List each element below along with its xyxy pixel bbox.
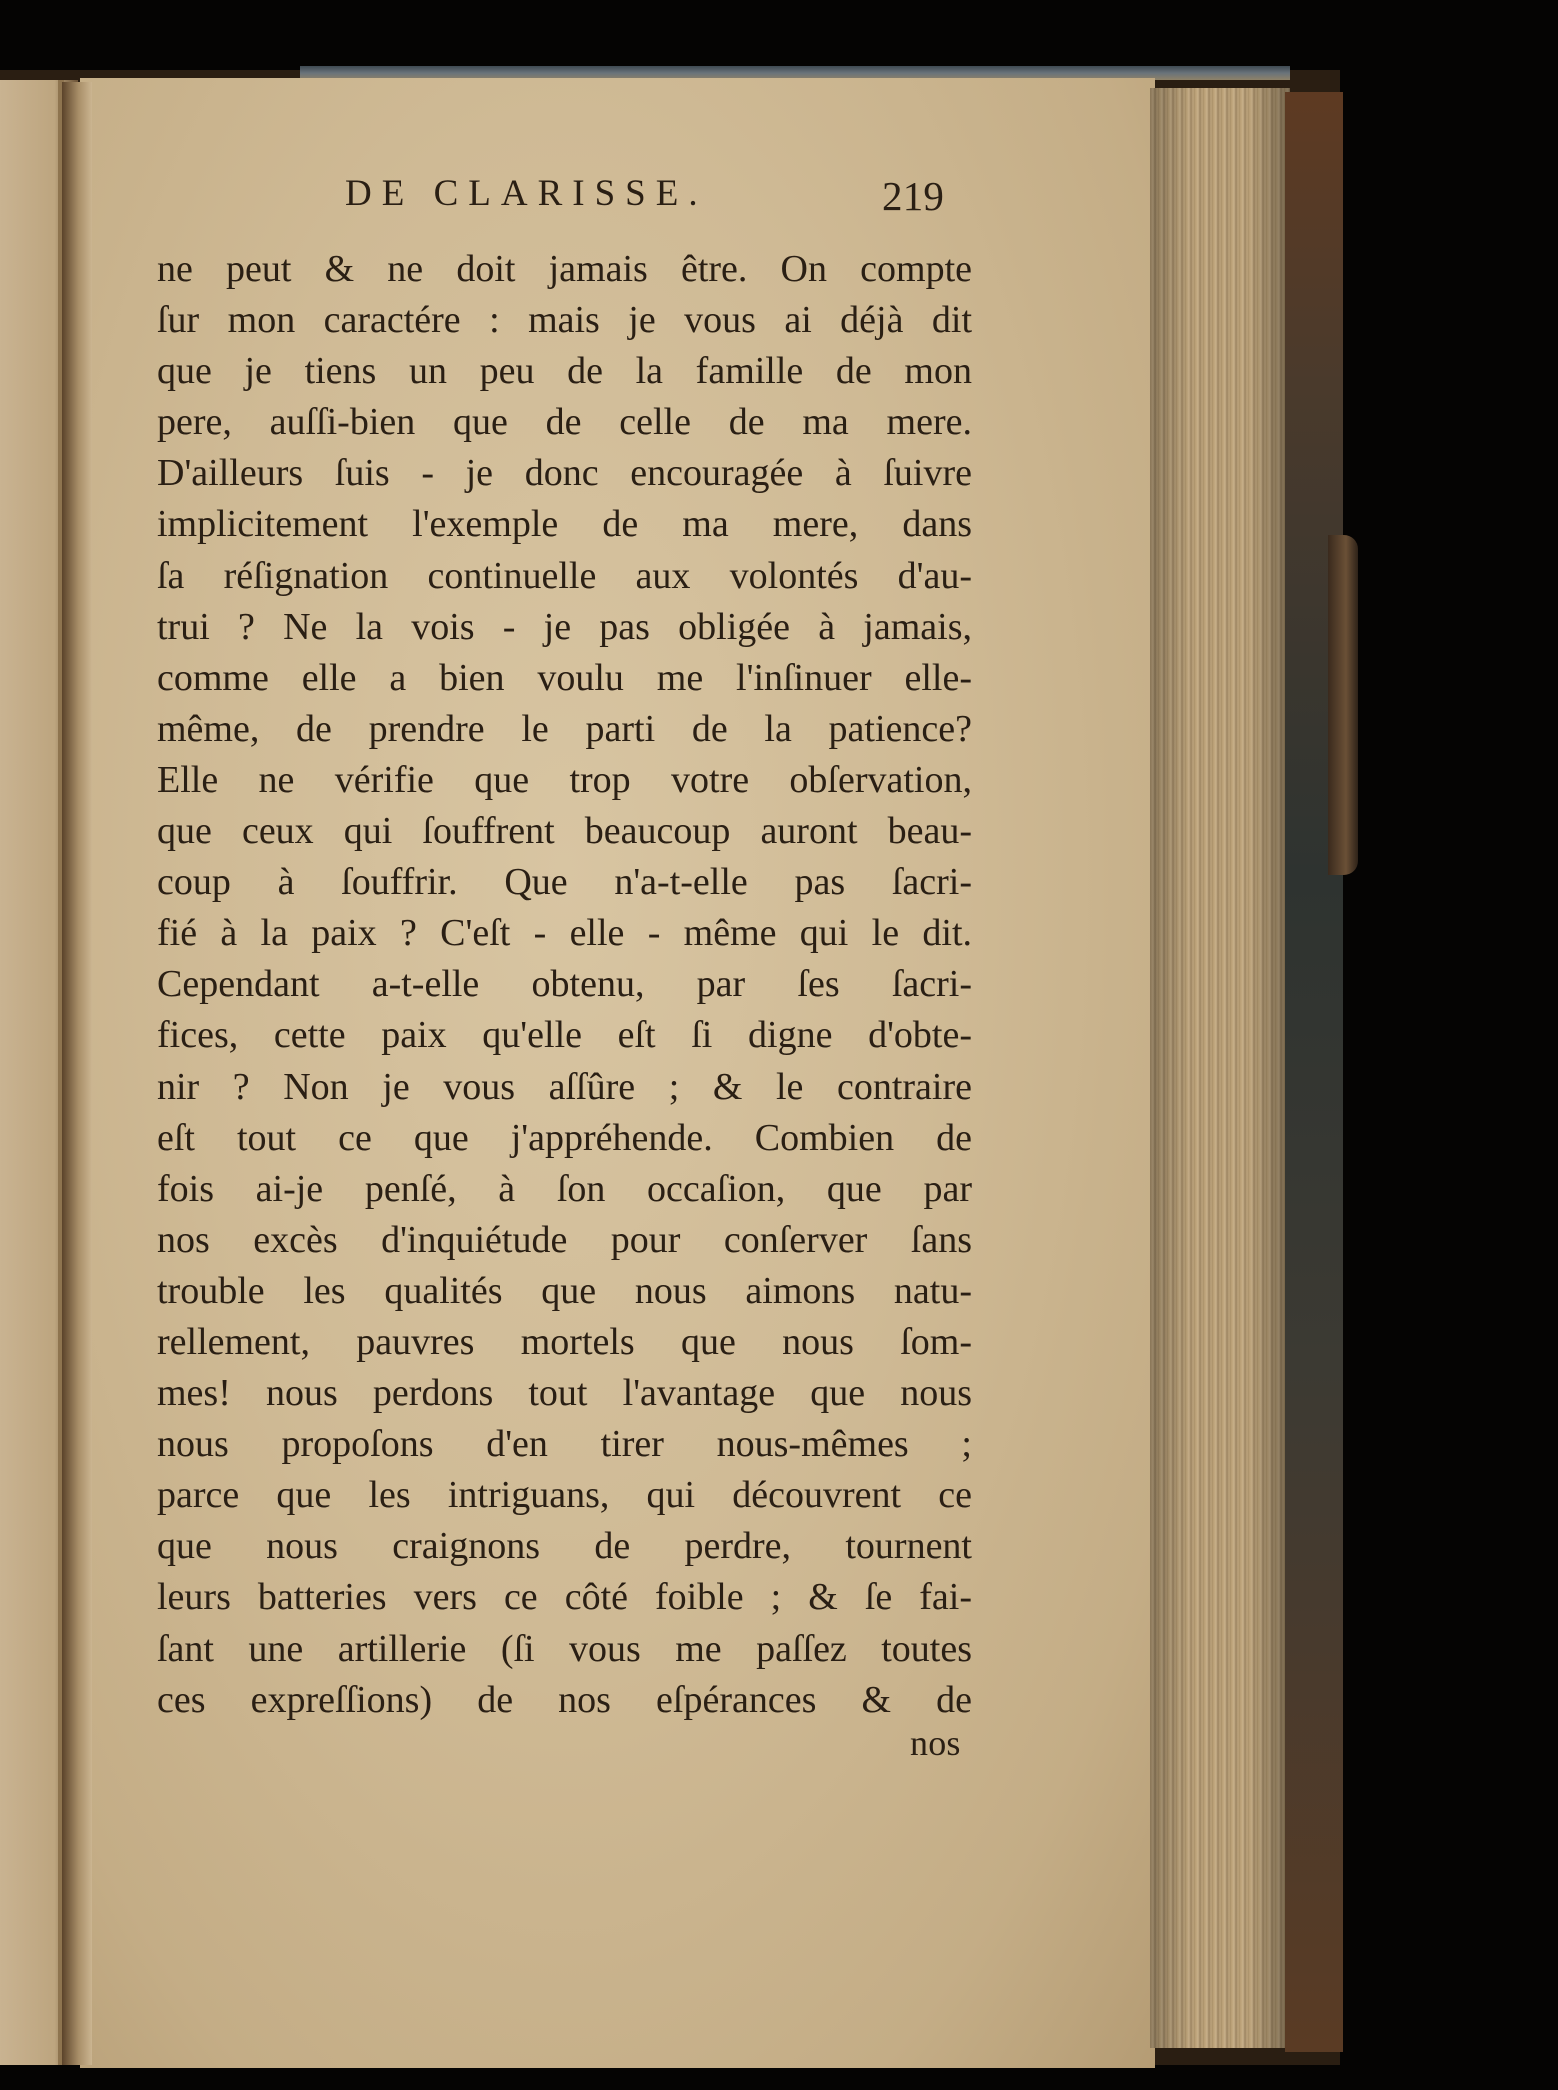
text-line: parce que les intriguans, qui découvrent ce (157, 1474, 972, 1517)
text-line: nous propoſons d'en tirer nous-mêmes ; (157, 1423, 972, 1466)
text-line: nos excès d'inquiétude pour conſerver ſans (157, 1218, 972, 1261)
text-line: trui ? Ne la vois - je pas obligée à jamais, (157, 605, 972, 648)
text-line: Cependant a-t-elle obtenu, par ſes ſacri- (157, 963, 972, 1006)
catchword: nos (910, 1723, 961, 1763)
text-line: nir ? Non je vous aſſûre ; & le contraire (157, 1065, 972, 1108)
text-line: leurs batteries vers ce côté foible ; & ſe fai- (157, 1576, 972, 1619)
page-number: 219 (882, 173, 945, 219)
text-line: trouble les qualités que nous aimons natu- (157, 1269, 972, 1312)
text-line: ne peut & ne doit jamais être. On compte (157, 248, 972, 290)
binding-clasp (1328, 535, 1358, 875)
text-line: ſa réſignation continuelle aux volontés d'au- (157, 554, 972, 597)
text-line: mes! nous perdons tout l'avantage que nous (157, 1372, 972, 1415)
running-head: DE CLARISSE. (345, 173, 708, 214)
text-line: ſur mon caractére : mais je vous ai déjà dit (157, 299, 972, 342)
gutter (62, 82, 92, 2065)
text-line: rellement, pauvres mortels que nous ſom- (157, 1320, 972, 1363)
text-line: fié à la paix ? C'eſt - elle - même qui le dit. (157, 912, 972, 955)
text-line: ſant une artillerie (ſi vous me paſſez toutes (157, 1627, 972, 1670)
text-line: Elle ne vérifie que trop votre obſervation, (157, 758, 972, 801)
text-line: comme elle a bien voulu me l'inſinuer elle- (157, 656, 972, 699)
text-line: pere, auſſi-bien que de celle de ma mere. (157, 401, 972, 444)
text-line: ces expreſſions) de nos eſpérances & de (157, 1678, 972, 1721)
text-line: implicitement l'exemple de ma mere, dans (157, 503, 972, 546)
page-fore-edge-shade (1150, 88, 1290, 2048)
text-line: coup à ſouffrir. Que n'a-t-elle pas ſacri- (157, 861, 972, 904)
text-line: même, de prendre le parti de la patience? (157, 707, 972, 750)
text-line: fices, cette paix qu'elle eſt ſi digne d'obte- (157, 1014, 972, 1057)
text-line: que nous craignons de perdre, tournent (157, 1525, 972, 1568)
binding-cover (1285, 92, 1343, 2052)
text-line: que ceux qui ſouffrent beaucoup auront beau- (157, 810, 972, 853)
text-line: que je tiens un peu de la famille de mon (157, 350, 972, 393)
text-line: fois ai-je penſé, à ſon occaſion, que par (157, 1167, 972, 1210)
text-line: eſt tout ce que j'appréhende. Combien de (157, 1116, 972, 1159)
body-text (157, 244, 972, 1726)
text-line: D'ailleurs ſuis - je donc encouragée à ſuivre (157, 452, 972, 495)
